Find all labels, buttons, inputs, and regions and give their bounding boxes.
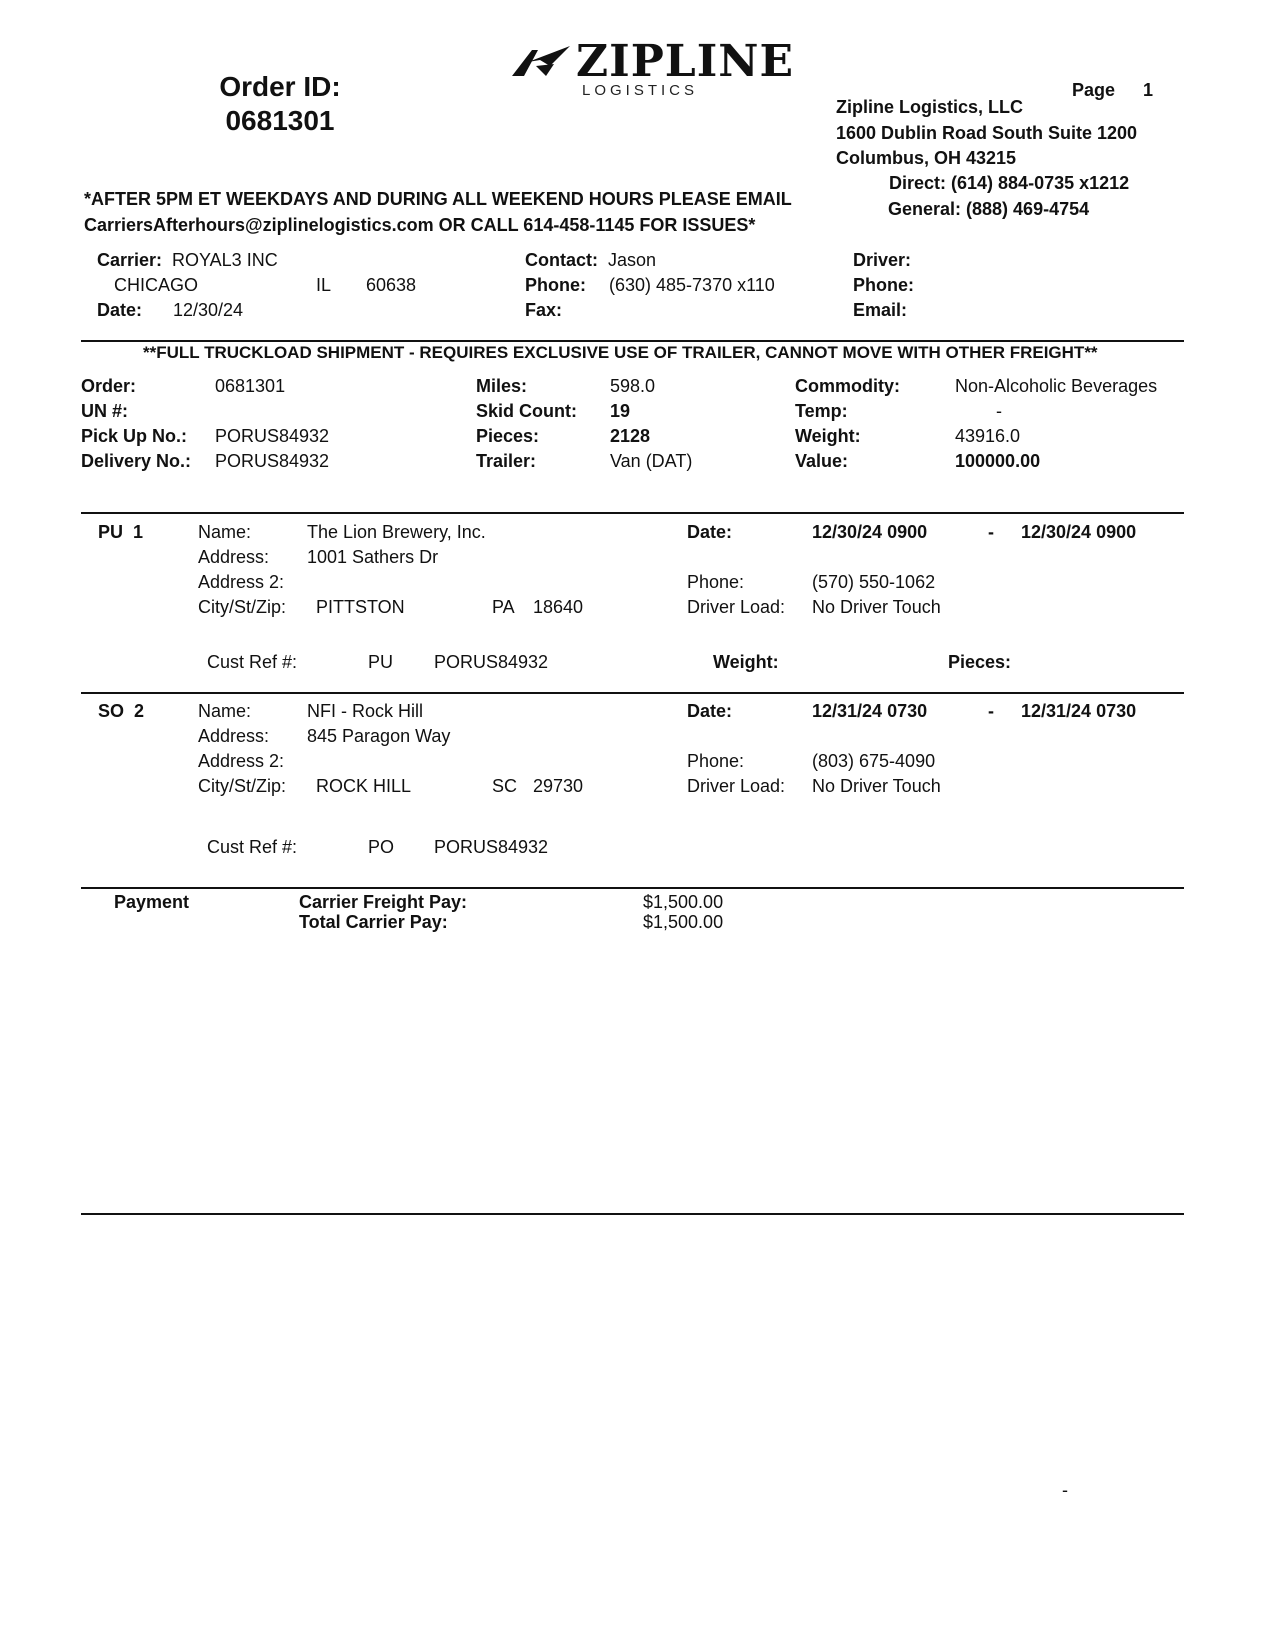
stop-weight-label: Weight: — [713, 652, 779, 672]
logo-subtext: LOGISTICS — [582, 82, 699, 99]
commodity-label: Commodity: — [795, 376, 900, 396]
stop-phone: (803) 675-4090 — [812, 751, 936, 771]
carrier-label: Carrier: — [97, 250, 163, 270]
order-value: 0681301 — [215, 376, 286, 396]
temp-value: - — [996, 401, 1002, 421]
carrier-date: 12/30/24 — [173, 300, 244, 320]
stop-name: The Lion Brewery, Inc. — [307, 522, 486, 542]
stop-address-2-label: Address 2: — [198, 572, 285, 592]
stop-city: PITTSTON — [316, 597, 405, 617]
total-carrier-pay-value: $1,500.00 — [643, 912, 724, 932]
temp-label: Temp: — [795, 401, 848, 421]
miles-value: 598.0 — [610, 376, 656, 396]
stop-code: PU 1 — [98, 522, 144, 542]
truckload-banner: **FULL TRUCKLOAD SHIPMENT - REQUIRES EXCLUSIVE USE OF TRAILER, CANNOT MOVE WITH OTHER FREIGHT** — [143, 343, 1098, 362]
pieces-value: 2128 — [610, 426, 651, 446]
stop-address: 845 Paragon Way — [307, 726, 451, 746]
stop-city: ROCK HILL — [316, 776, 412, 796]
stop-driver-load-label: Driver Load: — [687, 776, 786, 796]
stop-driver-load: No Driver Touch — [812, 776, 941, 796]
stop-address-label: Address: — [198, 726, 270, 746]
order-id-label: Order ID: — [219, 71, 341, 102]
driver-email-label: Email: — [853, 300, 908, 320]
driver-phone-label: Phone: — [853, 275, 914, 295]
stop-csz-label: City/St/Zip: — [198, 597, 287, 617]
zipline-logo — [510, 36, 795, 100]
driver-label: Driver: — [853, 250, 912, 270]
divider — [81, 512, 1184, 514]
skid-count-label: Skid Count: — [476, 401, 577, 421]
contact-phone: (630) 485-7370 x110 — [609, 275, 775, 295]
contact-phone-label: Phone: — [525, 275, 586, 295]
delivery-no-label: Delivery No.: — [81, 451, 192, 471]
company-address-1: 1600 Dublin Road South Suite 1200 — [836, 123, 1138, 143]
stop-csz-label: City/St/Zip: — [198, 776, 287, 796]
divider — [81, 887, 1184, 889]
afterhours-notice-line-1: *AFTER 5PM ET WEEKDAYS AND DURING ALL WEEKEND HOURS PLEASE EMAIL — [84, 189, 792, 209]
logo-text: ZIPLINE — [576, 36, 795, 87]
stop-date-to: 12/31/24 0730 — [1021, 701, 1137, 721]
afterhours-notice-line-2: CarriersAfterhours@ziplinelogistics.com OR CALL 614-458-1145 FOR ISSUES* — [84, 215, 756, 235]
stop-date-dash: - — [988, 522, 994, 542]
stop-date-from: 12/31/24 0730 — [812, 701, 928, 721]
carrier-freight-pay-label: Carrier Freight Pay: — [299, 892, 468, 912]
stop-address: 1001 Sathers Dr — [307, 547, 439, 567]
trailer-label: Trailer: — [476, 451, 537, 471]
carrier-date-label: Date: — [97, 300, 143, 320]
stop-date-label: Date: — [687, 522, 733, 542]
order-label: Order: — [81, 376, 137, 396]
carrier-zip: 60638 — [366, 275, 417, 295]
commodity-value: Non-Alcoholic Beverages — [955, 376, 1158, 396]
skid-count-value: 19 — [610, 401, 631, 421]
stop-pieces-label: Pieces: — [948, 652, 1012, 672]
payment-label: Payment — [114, 892, 190, 912]
cust-ref-label: Cust Ref #: — [207, 837, 298, 857]
value-label: Value: — [795, 451, 849, 471]
stop-driver-load: No Driver Touch — [812, 597, 941, 617]
carrier-name: ROYAL3 INC — [172, 250, 278, 270]
weight-label: Weight: — [795, 426, 861, 446]
cust-ref-value: PORUS84932 — [434, 652, 549, 672]
stop-date-dash: - — [988, 701, 994, 721]
company-name: Zipline Logistics, LLC — [836, 97, 1024, 117]
value-value: 100000.00 — [955, 451, 1041, 471]
contact-name: Jason — [608, 250, 657, 270]
footer-mark: - — [1062, 1480, 1068, 1500]
stop-date-label: Date: — [687, 701, 733, 721]
cust-ref-value: PORUS84932 — [434, 837, 549, 857]
stop-zip: 29730 — [533, 776, 584, 796]
stop-date-from: 12/30/24 0900 — [812, 522, 928, 542]
pieces-label: Pieces: — [476, 426, 540, 446]
carrier-freight-pay-value: $1,500.00 — [643, 892, 724, 912]
company-address-2: Columbus, OH 43215 — [836, 148, 1017, 168]
trailer-value: Van (DAT) — [610, 451, 693, 471]
cust-ref-type: PO — [368, 837, 395, 857]
stop-phone: (570) 550-1062 — [812, 572, 936, 592]
fax-label: Fax: — [525, 300, 563, 320]
pickup-no-label: Pick Up No.: — [81, 426, 188, 446]
total-carrier-pay-label: Total Carrier Pay: — [299, 912, 448, 932]
stop-name-label: Name: — [198, 522, 252, 542]
un-label: UN #: — [81, 401, 129, 421]
carrier-state: IL — [316, 275, 332, 295]
miles-label: Miles: — [476, 376, 528, 396]
page-number: 1 — [1143, 80, 1154, 100]
stop-phone-label: Phone: — [687, 572, 745, 592]
zipline-plane-icon — [510, 42, 574, 82]
stop-zip: 18640 — [533, 597, 584, 617]
cust-ref-type: PU — [368, 652, 394, 672]
stop-date-to: 12/30/24 0900 — [1021, 522, 1137, 542]
stop-address-label: Address: — [198, 547, 270, 567]
divider — [81, 340, 1184, 342]
carrier-city: CHICAGO — [114, 275, 199, 295]
pickup-no-value: PORUS84932 — [215, 426, 330, 446]
stop-name-label: Name: — [198, 701, 252, 721]
cust-ref-label: Cust Ref #: — [207, 652, 298, 672]
weight-value: 43916.0 — [955, 426, 1021, 446]
stop-phone-label: Phone: — [687, 751, 745, 771]
stop-state: PA — [492, 597, 515, 617]
stop-code: SO 2 — [98, 701, 145, 721]
company-general-phone: General: (888) 469-4754 — [888, 199, 1090, 219]
page-label: Page — [1072, 80, 1116, 100]
stop-address-2-label: Address 2: — [198, 751, 285, 771]
divider — [81, 1213, 1184, 1215]
stop-name: NFI - Rock Hill — [307, 701, 423, 721]
contact-label: Contact: — [525, 250, 598, 270]
divider — [81, 692, 1184, 694]
delivery-no-value: PORUS84932 — [215, 451, 330, 471]
stop-state: SC — [492, 776, 518, 796]
company-direct-phone: Direct: (614) 884-0735 x1212 — [889, 173, 1130, 193]
stop-driver-load-label: Driver Load: — [687, 597, 786, 617]
order-id-value: 0681301 — [225, 105, 335, 136]
